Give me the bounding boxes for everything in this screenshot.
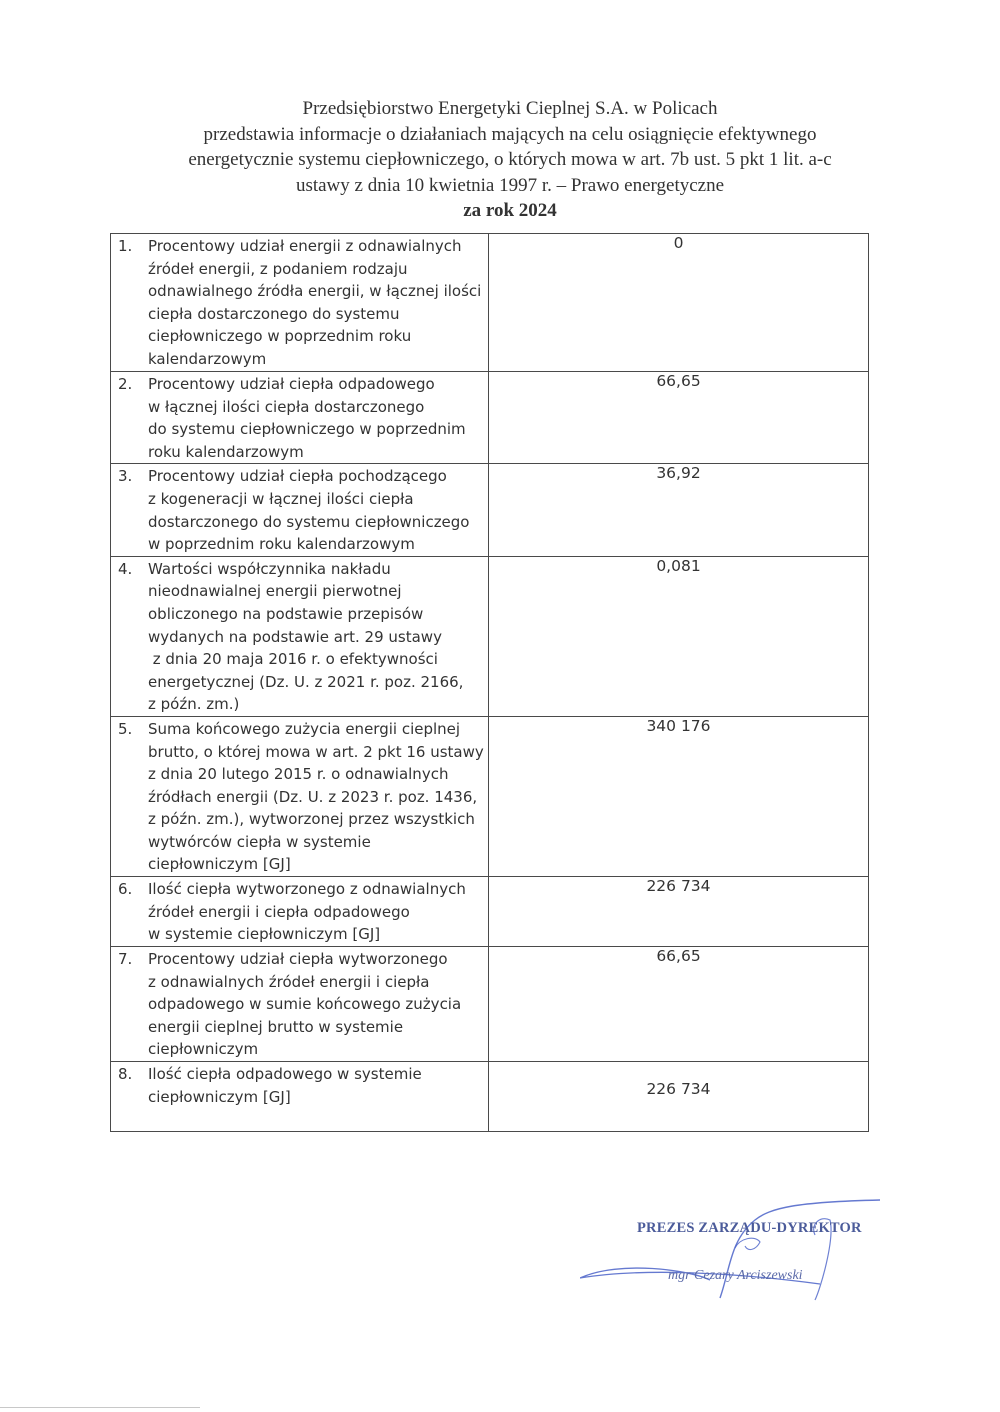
row-text-line: z dnia 20 maja 2016 r. o efektywności: [148, 650, 438, 669]
row-text-line: wytwórców ciepła w systemie: [148, 832, 371, 851]
table-row: [111, 464, 869, 556]
row-text-line: źródeł energii i ciepła odpadowego: [148, 902, 410, 921]
row-description: [111, 556, 489, 716]
row-number: 6.: [118, 880, 133, 899]
scan-edge-line: [0, 1407, 200, 1408]
row-description: [111, 372, 489, 464]
signature-block: [580, 1180, 900, 1310]
row-text-line: Suma końcowego zużycia energii cieplnej: [148, 719, 461, 738]
row-text-line: w łącznej ilości ciepła dostarczonego: [148, 397, 425, 416]
row-value: 0,081: [489, 556, 869, 716]
table-row: [111, 877, 869, 947]
row-number: 8.: [118, 1065, 133, 1084]
row-text-line: ciepłowniczego w poprzednim roku: [148, 327, 412, 346]
row-value: 226 734: [489, 877, 869, 947]
row-text-line: odpadowego w sumie końcowego zużycia: [148, 995, 462, 1014]
row-text: [148, 235, 484, 371]
signature-stamp-title: PREZES ZARZĄDU-DYREKTOR: [637, 1220, 862, 1236]
table-row: [111, 947, 869, 1062]
row-value: 0: [489, 234, 869, 372]
report-year: za rok 2024: [463, 200, 557, 221]
row-description: [111, 464, 489, 556]
row-number: 3.: [118, 467, 133, 486]
row-text-line: z późn. zm.), wytworzonej przez wszystkich: [148, 810, 475, 829]
row-text-line: ciepłowniczym [GJ]: [148, 855, 291, 874]
header-line-3: energetycznie systemu ciepłowniczego, o których mowa w art. 7b ust. 5 pkt 1 lit. a-c: [188, 149, 832, 170]
row-text-line: w systemie ciepłowniczym [GJ]: [148, 925, 381, 944]
row-text-line: w poprzednim roku kalendarzowym: [148, 535, 415, 554]
signature-stamp-name: mgr Cezary Arciszewski: [668, 1268, 803, 1283]
row-value: 66,65: [489, 947, 869, 1062]
header-line-4: ustawy z dnia 10 kwietnia 1997 r. – Prawo energetyczne: [295, 174, 725, 196]
row-text: [148, 558, 484, 716]
row-text-line: Procentowy udział ciepła wytworzonego: [148, 950, 448, 969]
row-description: [111, 1062, 489, 1132]
row-description: [111, 234, 489, 372]
row-value: 340 176: [489, 716, 869, 876]
row-text-line: Procentowy udział ciepła odpadowego: [148, 375, 435, 393]
table-row: [111, 716, 869, 876]
row-text: [148, 948, 484, 1061]
row-value: 66,65: [489, 372, 869, 464]
row-text-line: z późn. zm.): [148, 695, 240, 714]
row-text: [148, 373, 484, 463]
row-description: [111, 877, 489, 947]
row-text: [148, 1063, 484, 1108]
row-value: 36,92: [489, 464, 869, 556]
row-text-line: wydanych na podstawie art. 29 ustawy: [148, 627, 442, 646]
row-text: [148, 878, 484, 946]
row-text-line: energetycznej (Dz. U. z 2021 r. poz. 2166,: [148, 672, 464, 691]
row-description: [111, 716, 489, 876]
row-text-line: nieodnawialnej energii pierwotnej: [148, 582, 402, 601]
row-number: 7.: [118, 950, 133, 969]
row-value: 226 734: [489, 1062, 869, 1132]
table-row: [111, 556, 869, 716]
row-description: [111, 947, 489, 1062]
row-text-line: kalendarzowym: [148, 349, 267, 368]
row-text-line: energii cieplnej brutto w systemie: [148, 1017, 404, 1036]
table-row: [111, 1062, 869, 1132]
header-line-1: Przedsiębiorstwo Energetyki Cieplnej S.A. w Policach: [302, 98, 718, 119]
document-header: [120, 96, 900, 223]
row-text-line: obliczonego na podstawie przepisów: [148, 604, 424, 623]
row-text-line: Procentowy udział energii z odnawialnych: [148, 237, 462, 255]
row-text-line: ciepłowniczym: [148, 1040, 259, 1059]
row-text-line: z kogeneracji w łącznej ilości ciepła: [148, 489, 414, 508]
row-text-line: brutto, o której mowa w art. 2 pkt 16 ustawy: [148, 742, 484, 761]
row-text-line: roku kalendarzowym: [148, 442, 304, 461]
row-number: 4.: [118, 559, 133, 578]
row-text-line: Wartości współczynnika nakładu: [148, 559, 391, 578]
table-row: [111, 372, 869, 464]
row-number: 1.: [118, 237, 133, 255]
row-text-line: odnawialnego źródła energii, w łącznej ilości: [148, 282, 482, 301]
row-text-line: Ilość ciepła wytworzonego z odnawialnych: [148, 880, 466, 899]
row-text-line: dostarczonego do systemu ciepłowniczego: [148, 512, 470, 531]
row-text-line: ciepłowniczym [GJ]: [148, 1087, 291, 1106]
row-text-line: źródłach energii (Dz. U. z 2023 r. poz. 1436,: [148, 787, 478, 806]
row-text-line: ciepła dostarczonego do systemu: [148, 304, 400, 323]
row-text-line: źródeł energii, z podaniem rodzaju: [148, 259, 408, 278]
row-number: 2.: [118, 375, 133, 393]
header-line-2: przedstawia informacje o działaniach mających na celu osiągnięcie efektywnego: [203, 123, 817, 145]
row-text-line: do systemu ciepłowniczego w poprzednim: [148, 420, 466, 439]
energy-report-table: [110, 233, 869, 1132]
row-text-line: z dnia 20 lutego 2015 r. o odnawialnych: [148, 765, 449, 784]
row-number: 5.: [118, 719, 133, 738]
row-text-line: Procentowy udział ciepła pochodzącego: [148, 467, 447, 486]
row-text-line: z odnawialnych źródeł energii i ciepła: [148, 972, 430, 991]
table-row: [111, 234, 869, 372]
row-text: [148, 465, 484, 555]
handwritten-signature: [580, 1180, 900, 1310]
row-text: [148, 718, 484, 876]
row-text-line: Ilość ciepła odpadowego w systemie: [148, 1065, 422, 1084]
